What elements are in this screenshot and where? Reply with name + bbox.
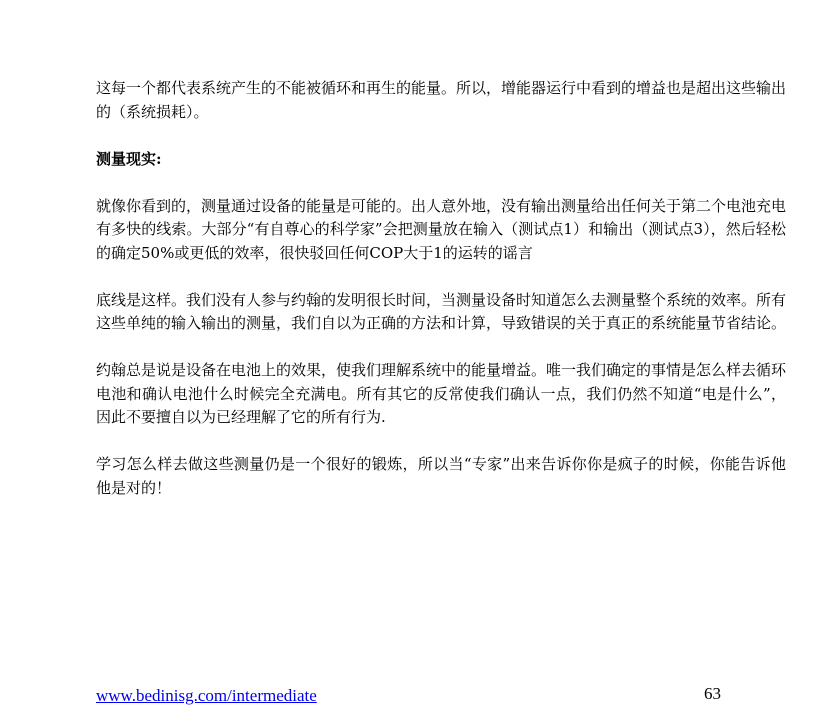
- section-heading-measurement-reality: 测量现实:: [96, 149, 162, 168]
- paragraph-system-losses: 这每一个都代表系统产生的不能被循环和再生的能量。所以，增能器运行中看到的增益也是超出这些输出的（系统损耗）。: [96, 79, 787, 121]
- page-number: 63: [704, 684, 721, 703]
- paragraph-john-says: 约翰总是说是设备在电池上的效果，使我们理解系统中的能量增益。唯一我们确定的事情是怎么样去循环电池和确认电池什么时候完全充满电。所有其它的反常使我们确认一点，我们仍然不知道“电是什么”，因此不要擅自以为已经理解了它的所有行为.: [96, 361, 787, 426]
- paragraph-measurement: 就像你看到的，测量通过设备的能量是可能的。出人意外地，没有输出测量给出任何关于第二个电池充电有多快的线索。大部分“有自尊心的科学家”会把测量放在输入（测试点1）和输出（测试点3），然后轻松的确定50%或更低的效率，很快驳回任何COP大于1的运转的谣言: [96, 196, 787, 262]
- footer-website-link[interactable]: www.bedinisg.com/intermediate: [96, 686, 317, 705]
- paragraph-learning: 学习怎么样去做这些测量仍是一个很好的锻炼，所以当“专家”出来告诉你你是疯子的时候，你能告诉他他是对的！: [96, 455, 786, 497]
- paragraph-bottom-line: 底线是这样。我们没有人参与约翰的发明很长时间，当测量设备时知道怎么去测量整个系统的效率。所有这些单纯的输入输出的测量，我们自以为正确的方法和计算，导致错误的关于真正的系统能量节省结论。: [96, 290, 787, 332]
- document-body: [96, 77, 786, 524]
